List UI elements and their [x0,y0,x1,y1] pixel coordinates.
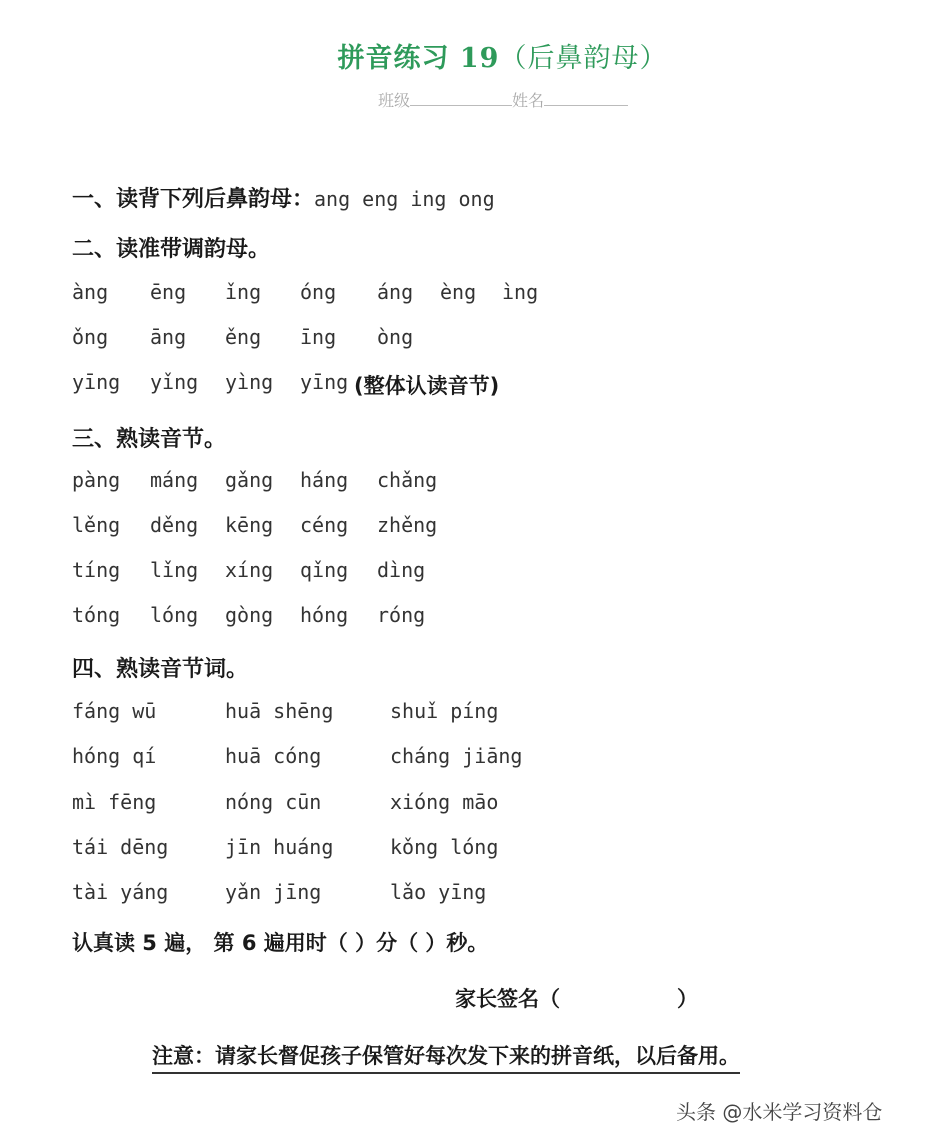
pinyin-word: shuǐ píng [390,699,499,723]
class-label: 班级 [378,91,411,110]
pinyin-word: jīn huáng [225,834,334,859]
watermark: 头条 @水米学习资料仓 [676,1100,883,1124]
pinyin-syllable: céng [300,513,349,537]
title-text: 拼音练习 19 [337,43,500,74]
pinyin-syllable: lǐng [150,558,199,582]
pinyin-syllable: óng [300,280,337,304]
pinyin-syllable: yīng [300,370,349,394]
pinyin-syllable: lóng [150,603,199,627]
pinyin-syllable: dìng [377,558,426,582]
pinyin-syllable: ǐng [225,280,262,304]
section-heading [72,182,495,213]
pinyin-syllable: pàng [72,468,121,492]
pinyin-word: cháng jiāng [390,744,523,769]
pinyin-syllable: ěng [225,325,262,349]
pinyin-syllable: èng [440,280,477,304]
title-subtitle: （后鼻韵母） [499,43,668,74]
pinyin-syllable: lěng [72,513,121,537]
pinyin-syllable: háng [300,468,349,492]
pinyin-syllable: àng [72,280,109,304]
name-label: 姓名 [512,91,545,110]
parent-note: 注意：请家长督促孩子保管好每次发下来的拼音纸，以后备用。 [152,1040,740,1074]
pinyin-word: yǎn jīng [225,880,322,905]
pinyin-word: xióng māo [390,789,499,814]
section-heading: 四、熟读音节词。 [72,657,249,682]
pinyin-syllable: zhěng [377,513,438,537]
pinyin-syllable: děng [150,513,199,537]
pinyin-syllable: òng [377,325,414,349]
pinyin-syllable: áng [377,280,414,304]
pinyin-syllable: róng [377,603,426,627]
pinyin-syllable: yìng [225,370,274,394]
pinyin-syllable: āng [150,325,187,349]
page-title [0,36,937,75]
pinyin-word: huā cóng [225,744,322,769]
pinyin-word: nóng cūn [225,789,322,814]
pinyin-syllable: qǐng [300,558,349,582]
pinyin-word: tài yáng [72,880,169,905]
name-field[interactable] [544,91,628,106]
pinyin-syllable: īng [300,325,337,349]
pinyin-syllable: gǎng [225,468,274,492]
student-info [378,88,628,111]
pinyin-syllable: yīng [72,370,121,394]
parent-signature: 家长签名（ ） [455,987,698,1011]
pinyin-syllable: tíng [72,558,121,582]
pinyin-word: hóng qí [72,744,157,769]
pinyin-word: huā shēng [225,699,334,723]
section-heading: 三、熟读音节。 [72,427,227,452]
whole-syllable-note: (整体认读音节) [354,374,500,398]
pinyin-syllable: tóng [72,603,121,627]
pinyin-syllable: gòng [225,603,274,627]
pinyin-word: mì fēng [72,789,157,814]
pinyin-syllable: xíng [225,558,274,582]
section-heading: 二、读准带调韵母。 [72,237,271,262]
pinyin-syllable: yǐng [150,370,199,394]
pinyin-word: tái dēng [72,834,169,859]
pinyin-word: kǒng lóng [390,834,499,859]
pinyin-syllable: chǎng [377,468,438,492]
pinyin-syllable: máng [150,468,199,492]
pinyin-syllable: hóng [300,603,349,627]
pinyin-syllable: kēng [225,513,274,537]
pinyin-word: fáng wū [72,699,157,723]
finals-list: ang eng ing ong [314,187,495,211]
pinyin-syllable: ǒng [72,325,109,349]
reading-time-line: 认真读 5 遍， 第 6 遍用时（ ）分（ ）秒。 [72,931,489,955]
class-field[interactable] [410,91,512,106]
pinyin-syllable: ìng [502,280,539,304]
pinyin-syllable: ēng [150,280,187,304]
pinyin-word: lǎo yīng [390,880,487,905]
section-heading-text: 一、读背下列后鼻韵母： [72,187,315,212]
